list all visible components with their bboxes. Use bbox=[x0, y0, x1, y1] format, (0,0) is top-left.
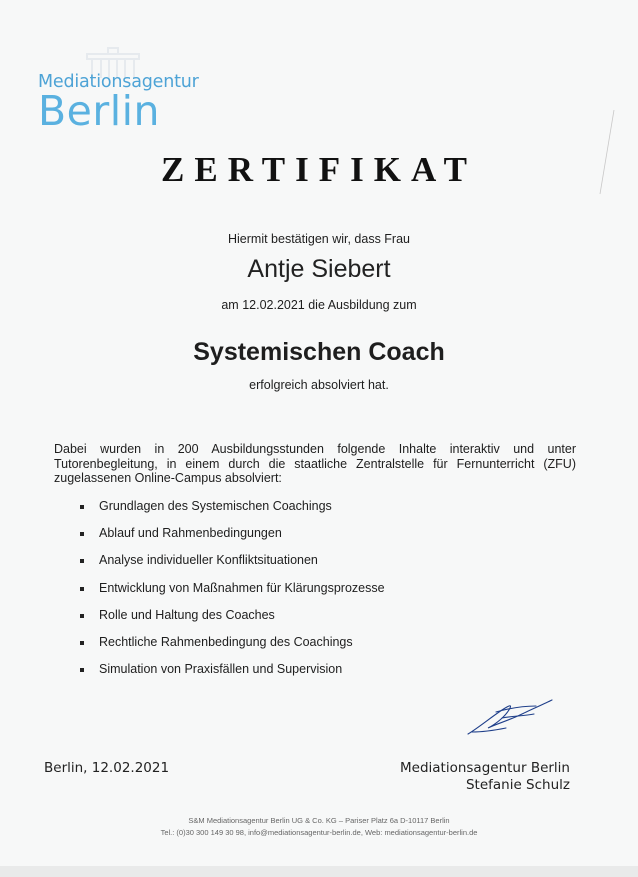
date-line: am 12.02.2021 die Ausbildung zum bbox=[221, 298, 417, 312]
list-item bbox=[80, 660, 385, 687]
issuer-block bbox=[400, 760, 570, 794]
bullet-icon bbox=[80, 614, 84, 618]
list-item bbox=[80, 633, 385, 660]
bullet-icon bbox=[80, 587, 84, 591]
list-item-label: Rechtliche Rahmenbedingung des Coachings bbox=[99, 634, 353, 649]
completion-text: erfolgreich absolviert hat. bbox=[249, 378, 389, 392]
scan-edge bbox=[0, 866, 638, 877]
certificate-title: ZERTIFIKAT bbox=[161, 150, 477, 189]
recipient-name: Antje Siebert bbox=[247, 255, 391, 283]
bullet-icon bbox=[80, 559, 84, 563]
list-item-label: Grundlagen des Systemischen Coachings bbox=[99, 499, 332, 513]
list-item-label: Entwicklung von Maßnahmen für Klärungsprozesse bbox=[99, 580, 385, 595]
list-item-label: Analyse individueller Konfliktsituationen bbox=[99, 553, 318, 568]
signature-icon bbox=[466, 694, 556, 738]
list-item bbox=[80, 579, 385, 606]
intro-text: Hiermit bestätigen wir, dass Frau bbox=[227, 232, 410, 246]
logo bbox=[38, 72, 199, 135]
list-item bbox=[80, 497, 385, 524]
list-item-label: Rolle und Haltung des Coaches bbox=[99, 607, 275, 622]
qualification-title: Systemischen Coach bbox=[193, 338, 445, 366]
logo-main-text: Berlin bbox=[38, 87, 160, 135]
bullet-icon bbox=[80, 668, 84, 672]
list-item-label: Simulation von Praxisfällen und Supervision bbox=[99, 662, 343, 677]
footer-address: S&M Mediationsagentur Berlin UG & Co. KG – Pariser Platz 6a D-10117 Berlin bbox=[188, 816, 450, 825]
issuer-person: Stefanie Schulz bbox=[465, 777, 570, 793]
logo-subtitle: Mediationsagentur bbox=[38, 72, 199, 92]
issuer-organization: Mediationsagentur Berlin bbox=[399, 760, 570, 776]
list-item bbox=[80, 606, 385, 633]
topics-list bbox=[80, 497, 385, 687]
bullet-icon bbox=[80, 641, 84, 645]
list-item-label: Ablauf und Rahmenbedingungen bbox=[99, 526, 282, 541]
list-item bbox=[80, 524, 385, 551]
bullet-icon bbox=[80, 532, 84, 536]
bullet-icon bbox=[80, 505, 84, 509]
place-date: Berlin, 12.02.2021 bbox=[44, 760, 170, 776]
footer-contact: Tel.: (0)30 300 149 30 98, info@mediationsagentur-berlin.de, Web: mediationsagentur-berlin.de bbox=[160, 828, 478, 837]
list-item bbox=[80, 551, 385, 578]
description-paragraph: Dabei wurden in 200 Ausbildungsstunden folgende Inhalte interaktiv und unter Tutorenbegleitung, in einem durch die staatliche Zentralstelle für Fernunterricht (ZFU) zugelassenen Online-Campus absolviert: bbox=[54, 442, 576, 485]
